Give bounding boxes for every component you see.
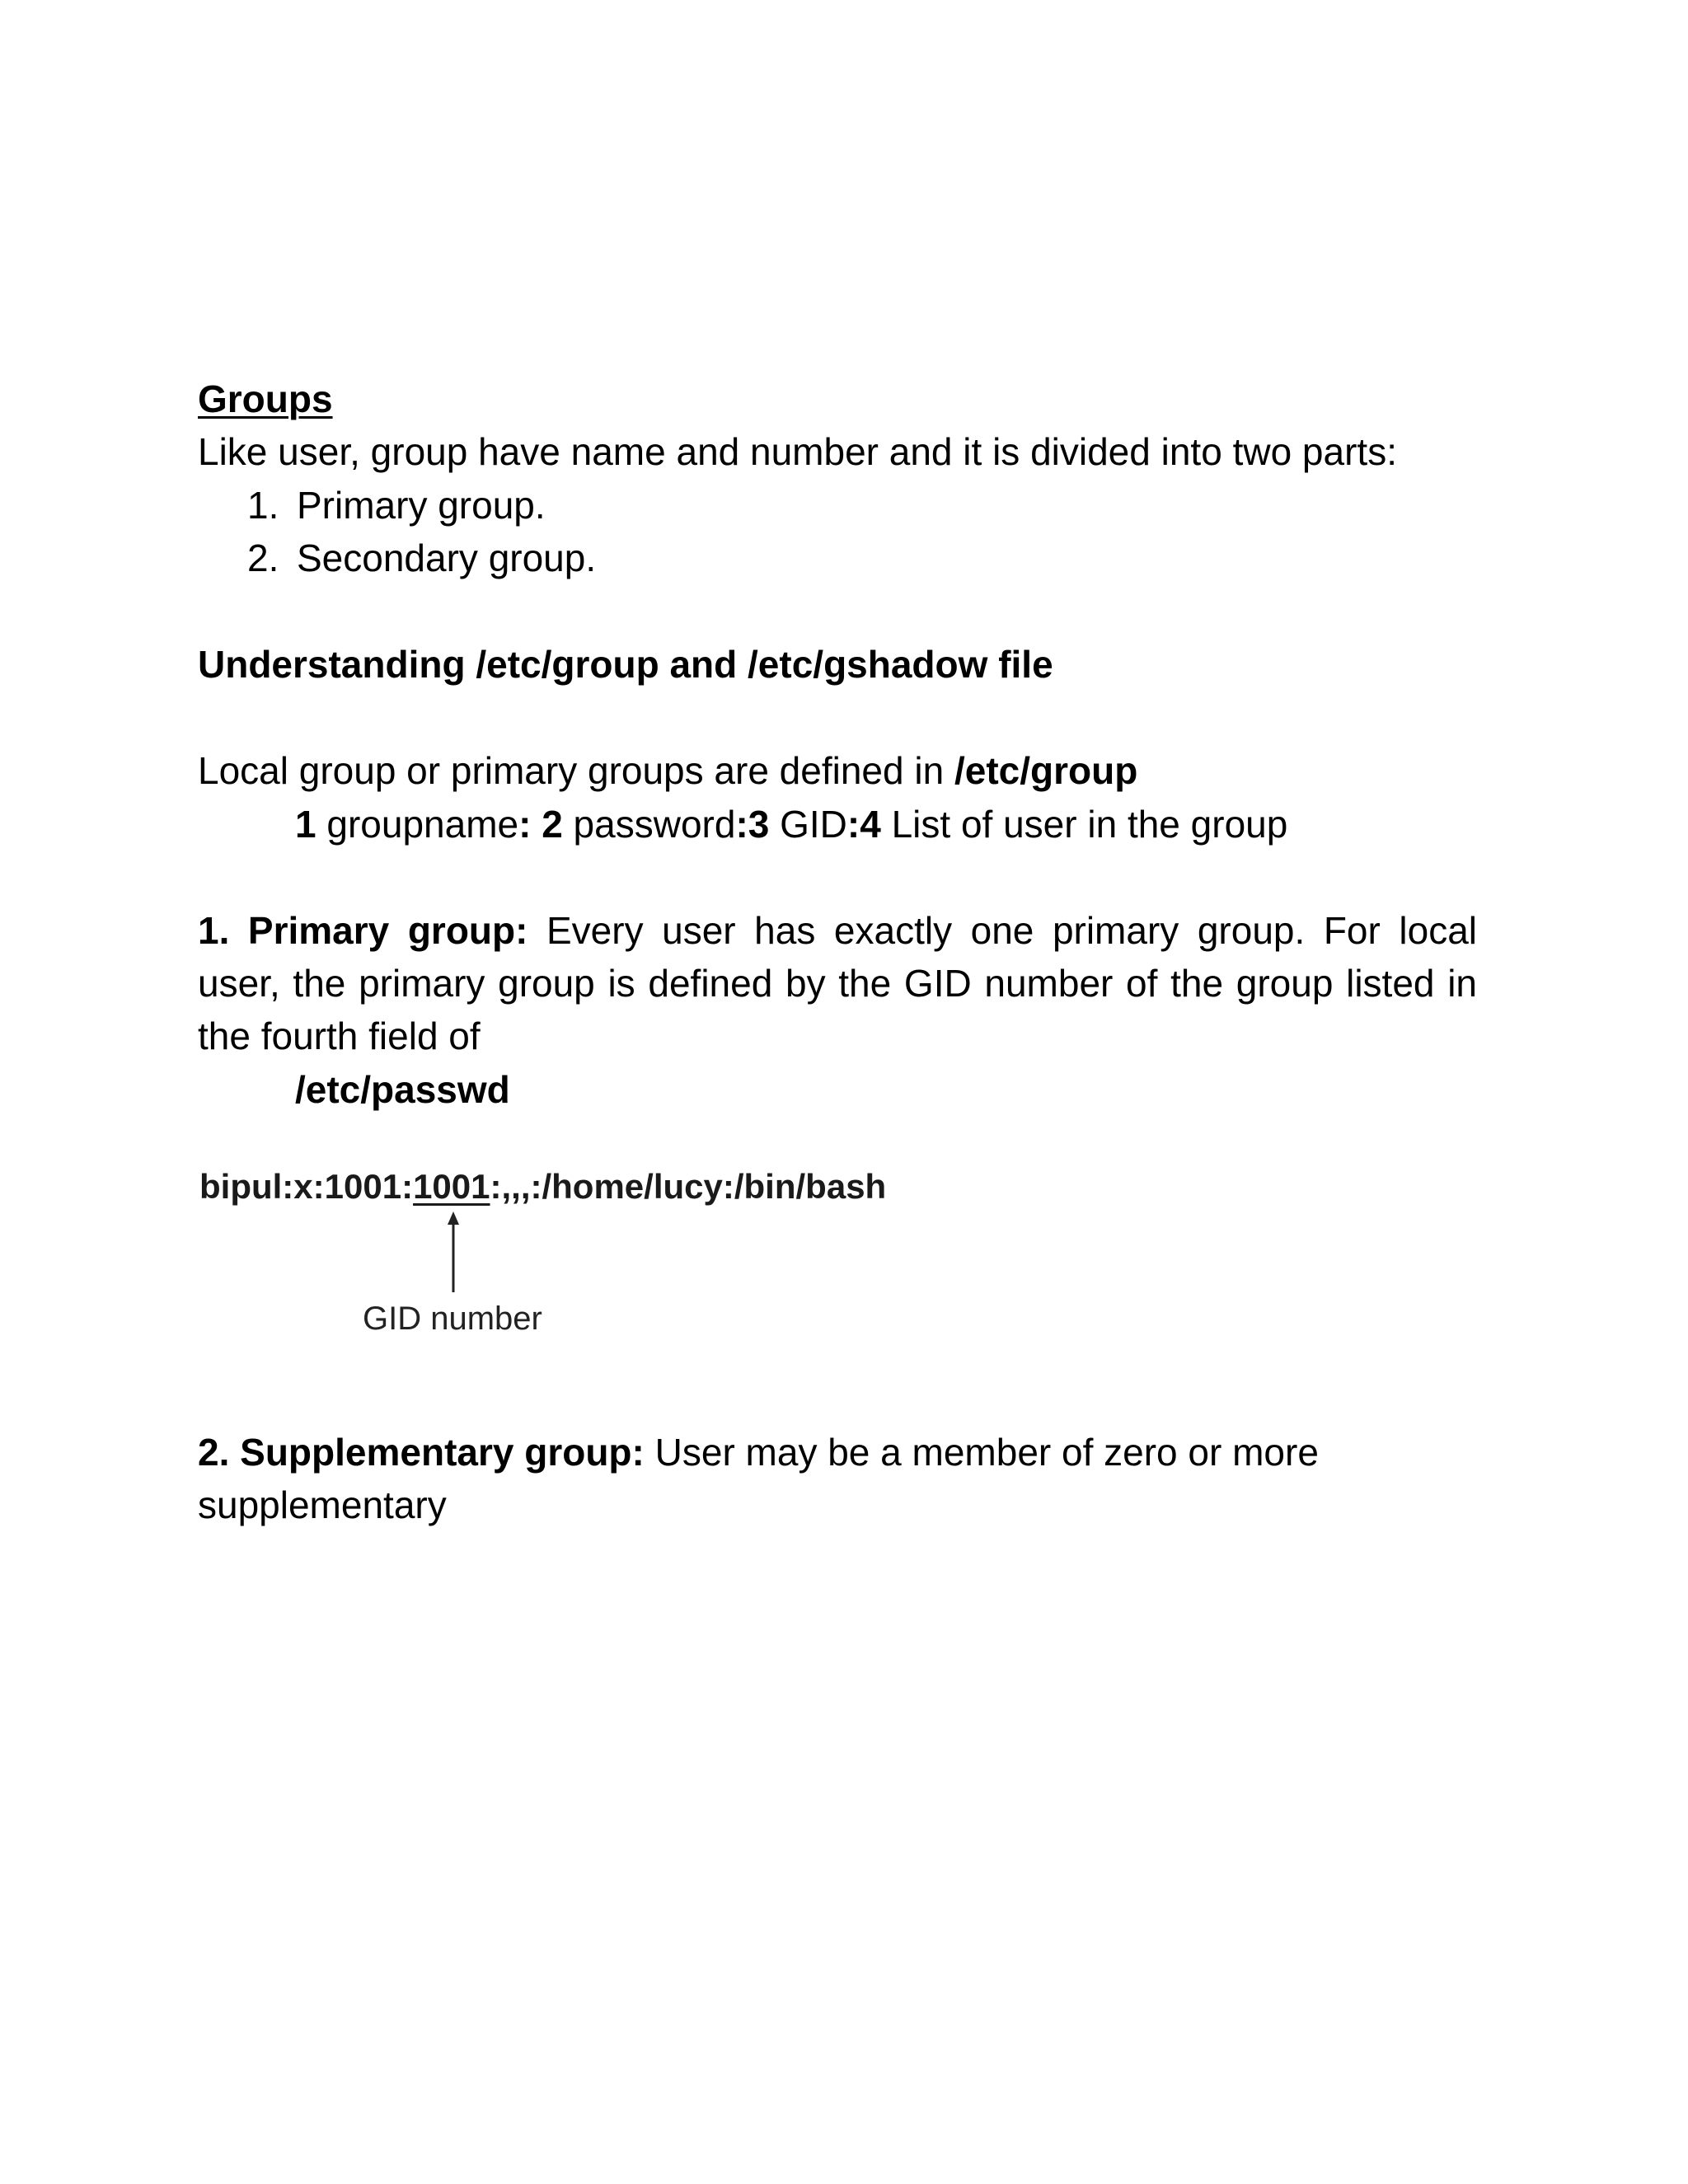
supplementary-group-label: 2. Supplementary group: <box>198 1431 645 1474</box>
supplementary-group-line-2: supplementary <box>198 1483 447 1526</box>
local-group-sentence <box>198 744 1137 797</box>
gid-value: 1001 <box>413 1167 490 1206</box>
field-number-3: :3 <box>735 803 770 846</box>
list-number: 1. <box>247 484 279 527</box>
field-user-list: List of user in the group <box>880 803 1288 846</box>
field-groupname: groupname <box>316 803 519 846</box>
local-group-text: Local group or primary groups are defined in <box>198 749 954 792</box>
field-number-1: 1 <box>295 803 316 846</box>
primary-group-label: 1. Primary group: <box>198 909 528 952</box>
supplementary-group-line <box>198 1426 1319 1479</box>
gid-number-label: GID number <box>363 1301 542 1337</box>
list-item <box>247 479 546 532</box>
etc-passwd-path: /etc/passwd <box>295 1068 510 1111</box>
list-text: Primary group. <box>297 484 546 527</box>
section-intro: Like user, group have name and number and it is divided into two parts: <box>198 430 1397 473</box>
section-title: Groups <box>198 377 333 420</box>
passwd-figure <box>198 1162 1022 1360</box>
list-item <box>247 532 596 584</box>
field-password: password <box>562 803 736 846</box>
supplementary-group-text: User may be a member of zero or more <box>644 1431 1319 1474</box>
primary-group-text: Every user has exactly one primary group. For local user, the primary group is defined by the GID number of the group listed in the fourth field of <box>198 909 1477 1057</box>
group-fields-line <box>295 798 1287 851</box>
arrow-up-icon <box>437 1212 470 1294</box>
field-gid: GID <box>769 803 847 846</box>
field-number-4: :4 <box>846 803 881 846</box>
list-number: 2. <box>247 537 279 579</box>
list-text: Secondary group. <box>297 537 597 579</box>
passwd-entry <box>199 1162 886 1212</box>
passwd-entry-end: :,,,:/home/lucy:/bin/bash <box>490 1167 887 1206</box>
passwd-entry-start: bipul:x:1001: <box>199 1167 414 1206</box>
subsection-title: Understanding /etc/group and /etc/gshadow file <box>198 643 1053 686</box>
primary-group-paragraph <box>198 904 1477 1062</box>
etc-group-path: /etc/group <box>954 749 1138 792</box>
field-number-2: : 2 <box>518 803 563 846</box>
